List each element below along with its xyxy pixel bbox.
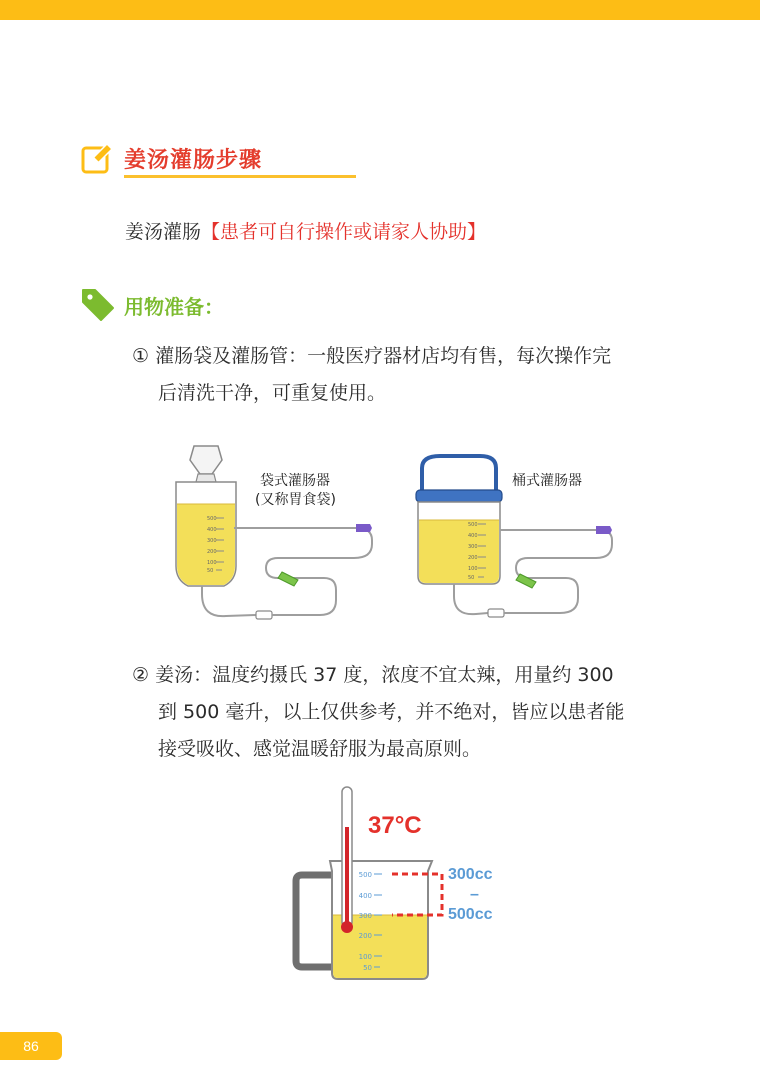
page-number: 86: [0, 1032, 62, 1060]
bag-scale-label: 300: [207, 538, 217, 544]
ginger-soup-beaker-illustration: [280, 775, 520, 995]
top-accent-bar: [0, 0, 760, 20]
bag-scale-label: 400: [207, 527, 217, 533]
supplies-heading: [80, 286, 280, 322]
range-to-label: 500cc: [448, 906, 493, 923]
bucket-scale-label: 50: [468, 575, 475, 581]
enema-kits-illustration: [150, 440, 630, 630]
item-1-line-2: 后清洗干净，可重复使用。: [158, 382, 387, 404]
item-2-line-3: 接受吸收、感觉温暖舒服为最高原则。: [158, 738, 482, 760]
bag-label-line2: (又称胃食袋): [255, 492, 336, 508]
range-dash: –: [470, 886, 479, 903]
beaker-scale-label: 200: [358, 932, 372, 940]
bucket-scale-label: 500: [468, 522, 478, 528]
supplies-heading-text: 用物准备：: [124, 295, 224, 319]
item-2-paragraph: [132, 657, 624, 768]
beaker-scale-label: 500: [358, 871, 372, 879]
item-2-line-1: ② 姜汤：温度约摄氏 37 度，浓度不宜太辣，用量约 300: [132, 664, 614, 686]
range-from-label: 300cc: [448, 866, 493, 883]
bucket-scale-label: 200: [468, 555, 478, 561]
thermometer: [341, 787, 353, 933]
intro-text: 姜汤灌肠: [125, 221, 202, 243]
intro-highlight: 【患者可自行操作或请家人协助】: [201, 221, 487, 243]
tag-icon: [80, 286, 116, 322]
beaker-scale-label: 50: [363, 964, 372, 972]
bag-label-line1: 袋式灌肠器: [260, 473, 330, 489]
bucket-scale-label: 400: [468, 533, 478, 539]
bag-scale-label: 50: [207, 568, 214, 574]
bag-scale-label: 100: [207, 560, 217, 566]
item-1-paragraph: [132, 338, 611, 412]
bag-scale-label: 500: [207, 516, 217, 522]
bag-scale-label: 200: [207, 549, 217, 555]
pencil-edit-icon: [80, 142, 114, 176]
temperature-label: 37°C: [368, 812, 422, 839]
intro-line: [125, 217, 486, 244]
item-2-line-2: 到 500 毫升，以上仅供参考，并不绝对，皆应以患者能: [158, 701, 625, 723]
bag-enema-kit: [176, 446, 372, 619]
bucket-label: 桶式灌肠器: [512, 473, 582, 489]
beaker-scale-label: 300: [358, 912, 372, 920]
section-title: [80, 138, 290, 182]
bucket-scale-label: 100: [468, 566, 478, 572]
title-underline: [124, 175, 356, 178]
item-1-line-1: ① 灌肠袋及灌肠管：一般医疗器材店均有售，每次操作完: [132, 345, 612, 367]
beaker-scale-label: 400: [358, 892, 372, 900]
section-title-text: 姜汤灌肠步骤: [124, 148, 263, 173]
beaker-scale-label: 100: [358, 953, 372, 961]
bucket-scale-label: 300: [468, 544, 478, 550]
